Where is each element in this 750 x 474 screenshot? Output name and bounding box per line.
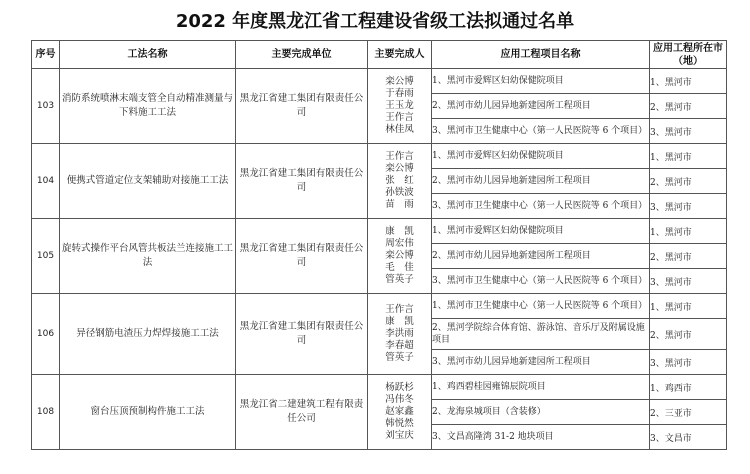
city-cell: 2、黑河市	[650, 94, 727, 119]
project-cell: 3、文昌高隆湾 31-2 地块项目	[432, 425, 650, 450]
person-name: 栾公博	[385, 76, 414, 87]
method-name-cell: 异径钢筋电渣压力焊焊接施工工法	[60, 294, 236, 375]
person-name: 林佳凤	[385, 124, 414, 135]
person-name: 王作言	[385, 151, 414, 162]
city-cell: 3、黑河市	[650, 350, 727, 375]
city-cell: 2、黑河市	[650, 244, 727, 269]
column-header-city: 应用工程所在市（地）	[650, 41, 727, 69]
person-name: 苗 雨	[385, 199, 414, 210]
city-cell: 3、黑河市	[650, 269, 727, 294]
person-name: 毛 佳	[385, 262, 414, 273]
city-cell: 3、文昌市	[650, 425, 727, 450]
person-name: 栾公博	[385, 250, 414, 261]
project-cell: 2、黑河市幼儿园异地新建园所工程项目	[432, 94, 650, 119]
city-cell: 1、黑河市	[650, 144, 727, 169]
project-cell: 2、黑河市幼儿园异地新建园所工程项目	[432, 169, 650, 194]
city-cell: 1、鸡西市	[650, 375, 727, 400]
person-name: 韩悦然	[385, 418, 414, 429]
city-cell: 3、黑河市	[650, 194, 727, 219]
unit-cell: 黑龙江省建工集团有限责任公司	[236, 294, 368, 375]
project-cell: 2、黑河市幼儿园异地新建园所工程项目	[432, 244, 650, 269]
person-name: 孙铁波	[385, 187, 414, 198]
person-name: 康 凯	[385, 316, 414, 327]
city-cell: 2、黑河市	[650, 169, 727, 194]
project-cell: 1、黑河市爱辉区妇幼保健院项目	[432, 144, 650, 169]
unit-cell: 黑龙江省二建建筑工程有限责任公司	[236, 375, 368, 450]
people-cell	[368, 69, 432, 144]
seq-cell: 106	[32, 294, 60, 375]
people-cell	[368, 294, 432, 375]
unit-cell: 黑龙江省建工集团有限责任公司	[236, 69, 368, 144]
method-name-cell: 窗台压顶预制构件施工工法	[60, 375, 236, 450]
person-name: 康 凯	[385, 226, 414, 237]
people-cell	[368, 144, 432, 219]
person-name: 于春雨	[385, 88, 414, 99]
person-name: 管英子	[385, 352, 414, 363]
city-cell: 2、三亚市	[650, 400, 727, 425]
project-cell: 1、黑河市卫生健康中心（第一人民医院等 6 个项目）	[432, 294, 650, 319]
column-header-seq: 序号	[32, 41, 60, 69]
person-name: 李洪雨	[385, 328, 414, 339]
project-cell: 1、黑河市爱辉区妇幼保健院项目	[432, 69, 650, 94]
person-name: 赵家鑫	[385, 406, 414, 417]
unit-cell: 黑龙江省建工集团有限责任公司	[236, 219, 368, 294]
city-cell: 1、黑河市	[650, 69, 727, 94]
column-header-method: 工法名称	[60, 41, 236, 69]
table-row	[32, 144, 727, 169]
people-cell	[368, 375, 432, 450]
person-name: 王作言	[385, 112, 414, 123]
person-name: 周宏伟	[385, 238, 414, 249]
person-name: 王作言	[385, 304, 414, 315]
project-cell: 1、黑河市爱辉区妇幼保健院项目	[432, 219, 650, 244]
column-header-unit: 主要完成单位	[236, 41, 368, 69]
city-cell: 1、黑河市	[650, 294, 727, 319]
method-name-cell: 消防系统喷淋末端支管全自动精准测量与下料施工工法	[60, 69, 236, 144]
person-name: 栾公博	[385, 163, 414, 174]
project-cell: 3、黑河市卫生健康中心（第一人民医院等 6 个项目）	[432, 269, 650, 294]
column-header-people: 主要完成人	[368, 41, 432, 69]
column-header-project: 应用工程项目名称	[432, 41, 650, 69]
person-name: 冯伟冬	[385, 394, 414, 405]
seq-cell: 104	[32, 144, 60, 219]
person-name: 张 红	[385, 175, 414, 186]
people-cell	[368, 219, 432, 294]
city-cell: 3、黑河市	[650, 119, 727, 144]
method-name-cell: 旋转式操作平台风管共板法兰连接施工工法	[60, 219, 236, 294]
project-cell: 3、黑河市卫生健康中心（第一人民医院等 6 个项目）	[432, 194, 650, 219]
table-header-row	[32, 41, 727, 69]
table-row	[32, 219, 727, 244]
project-cell: 1、鸡西碧桂园雍锦辰院项目	[432, 375, 650, 400]
page-title: 2022 年度黑龙江省工程建设省级工法拟通过名单	[175, 11, 575, 32]
city-cell: 1、黑河市	[650, 219, 727, 244]
project-cell: 2、龙海泉城项目（含装修）	[432, 400, 650, 425]
person-name: 管英子	[385, 274, 414, 285]
table-row	[32, 375, 727, 400]
project-cell: 3、黑河市卫生健康中心（第一人民医院等 6 个项目）	[432, 119, 650, 144]
seq-cell: 108	[32, 375, 60, 450]
unit-cell: 黑龙江省建工集团有限责任公司	[236, 144, 368, 219]
person-name: 杨跃杉	[385, 382, 414, 393]
table-row	[32, 69, 727, 94]
seq-cell: 103	[32, 69, 60, 144]
project-cell: 3、黑河市幼儿园异地新建园所工程项目	[432, 350, 650, 375]
seq-cell: 105	[32, 219, 60, 294]
person-name: 李春超	[385, 340, 414, 351]
project-cell: 2、黑河学院综合体育馆、游泳馆、音乐厅及附属设施项目	[432, 319, 650, 350]
person-name: 王玉龙	[385, 100, 414, 111]
table-row	[32, 294, 727, 319]
person-name: 刘宝庆	[385, 430, 414, 441]
method-name-cell: 便携式管道定位支架辅助对接施工工法	[60, 144, 236, 219]
approval-list-table	[31, 40, 727, 450]
city-cell: 2、黑河市	[650, 319, 727, 350]
